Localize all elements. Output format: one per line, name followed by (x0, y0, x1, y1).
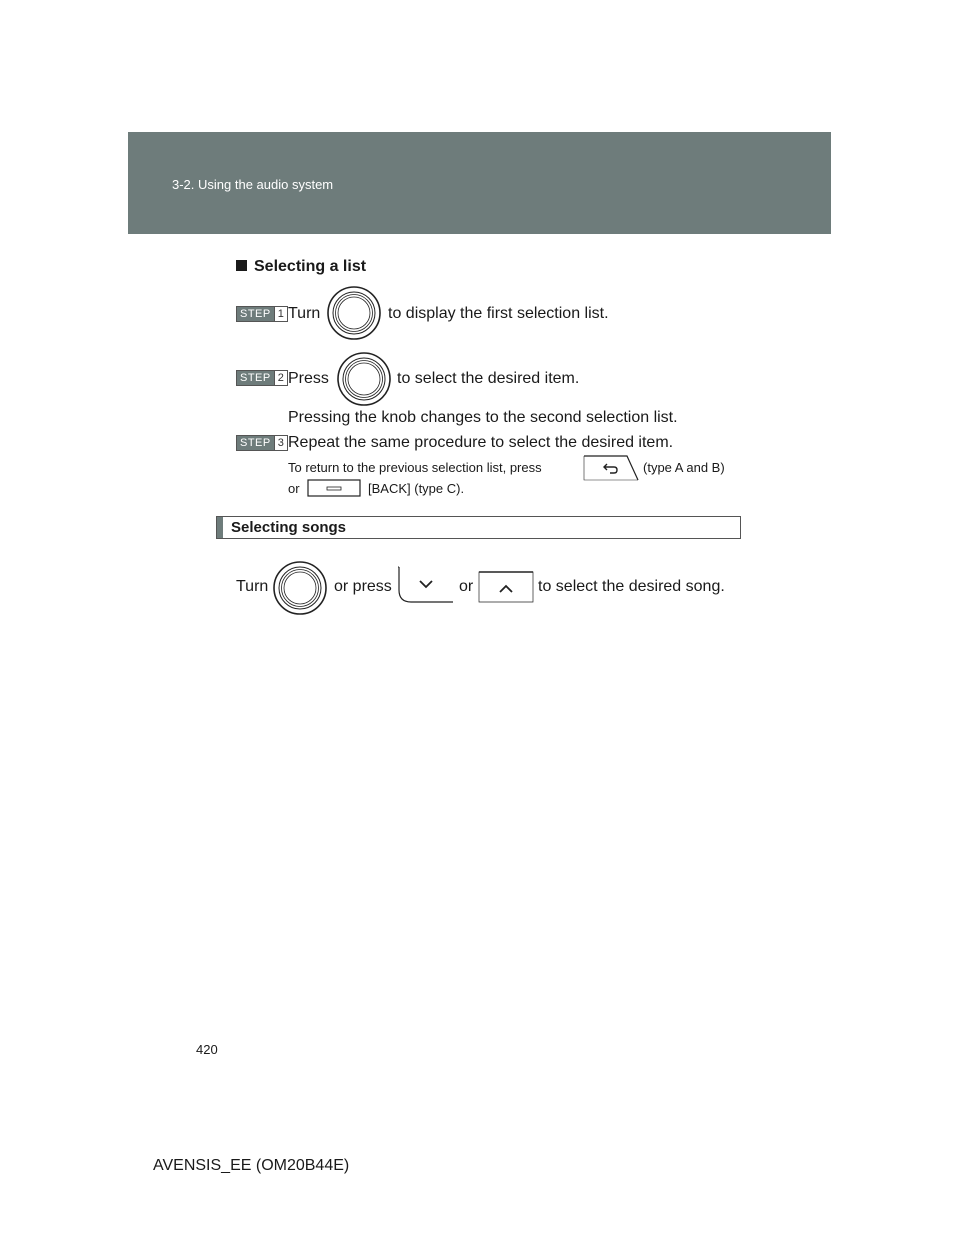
step-2-note: Pressing the knob changes to the second selection list. (288, 409, 678, 426)
back-button-icon (583, 455, 639, 481)
tune-knob-icon (327, 286, 381, 340)
tip-line1-before: To return to the previous selection list, press (288, 460, 542, 475)
section-header-selecting-songs (216, 516, 741, 539)
tip-line2-after: [BACK] (type C). (368, 481, 465, 496)
section-title: 3-2. Using the audio system (172, 177, 334, 192)
step-label: STEP (237, 436, 274, 450)
step-1-badge (236, 306, 288, 322)
step-1-text-after: to display the first selection list. (388, 305, 609, 322)
songs-or-press-text: or press (334, 578, 392, 595)
back-button-type-c-icon (307, 479, 361, 497)
step-2-badge (236, 370, 288, 386)
step-label: STEP (237, 307, 274, 321)
step-number: 1 (274, 307, 287, 321)
document-code: AVENSIS_EE (OM20B44E) (153, 1157, 350, 1174)
seek-up-button-icon (478, 571, 534, 603)
page-header (128, 132, 831, 234)
tune-knob-icon (273, 561, 327, 615)
seek-down-button-icon (398, 566, 454, 604)
songs-turn-text: Turn (236, 578, 269, 595)
tip-line1-after: (type A and B) (643, 460, 725, 475)
list-heading-text: Selecting a list (254, 258, 367, 275)
step-number: 3 (274, 436, 287, 450)
step-3-badge (236, 435, 288, 451)
page-number: 420 (196, 1042, 218, 1057)
songs-or-text: or (459, 578, 474, 595)
step-label: STEP (237, 371, 274, 385)
tune-knob-icon (337, 352, 391, 406)
step-3-text: Repeat the same procedure to select the desired item. (288, 434, 674, 451)
songs-after-text: to select the desired song. (538, 578, 725, 595)
step-2-text-before: Press (288, 370, 329, 387)
step-2-text-after: to select the desired item. (397, 370, 580, 387)
square-bullet-icon (236, 260, 247, 271)
section-title-text: Selecting songs (231, 519, 347, 536)
list-heading (236, 258, 366, 276)
tip-line2-before: or (288, 481, 300, 496)
step-1-text-before: Turn (288, 305, 321, 322)
section-accent-bar (217, 517, 223, 538)
step-number: 2 (274, 371, 287, 385)
